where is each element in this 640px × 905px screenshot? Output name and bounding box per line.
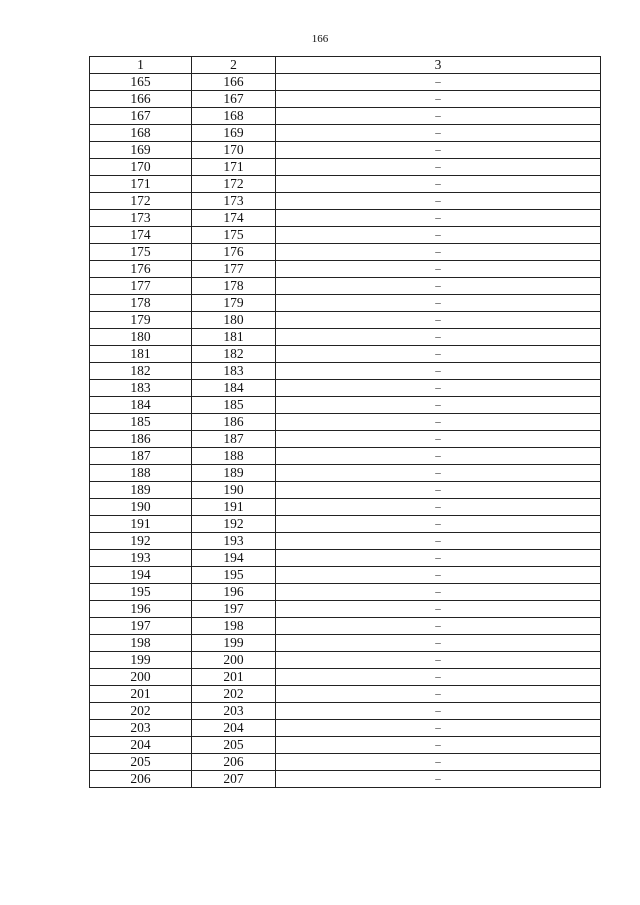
table-cell-col-3: – — [276, 380, 601, 397]
table-cell-col-2: 186 — [192, 414, 276, 431]
table-cell-col-2: 166 — [192, 74, 276, 91]
table-row — [90, 363, 601, 380]
table-cell-col-1: 182 — [90, 363, 192, 380]
table-cell-col-1: 184 — [90, 397, 192, 414]
table-row — [90, 397, 601, 414]
table-row — [90, 108, 601, 125]
table-row — [90, 176, 601, 193]
table-cell-col-2: 195 — [192, 567, 276, 584]
table-row — [90, 74, 601, 91]
table-row — [90, 91, 601, 108]
table-cell-col-2: 188 — [192, 448, 276, 465]
table-cell-col-3: – — [276, 635, 601, 652]
table-cell-col-2: 205 — [192, 737, 276, 754]
table-cell-col-1: 188 — [90, 465, 192, 482]
table-row — [90, 737, 601, 754]
table-row — [90, 346, 601, 363]
table-cell-col-1: 186 — [90, 431, 192, 448]
table-cell-col-3: – — [276, 91, 601, 108]
table-cell-col-2: 200 — [192, 652, 276, 669]
table-cell-col-1: 195 — [90, 584, 192, 601]
table-cell-col-3: – — [276, 771, 601, 788]
table-cell-col-1: 200 — [90, 669, 192, 686]
table-cell-col-3: – — [276, 278, 601, 295]
table-cell-col-1: 204 — [90, 737, 192, 754]
table-cell-col-2: 206 — [192, 754, 276, 771]
table-cell-col-1: 191 — [90, 516, 192, 533]
table-cell-col-2: 169 — [192, 125, 276, 142]
table-cell-col-1: 202 — [90, 703, 192, 720]
table-cell-col-3: – — [276, 397, 601, 414]
table-cell-col-1: 166 — [90, 91, 192, 108]
table-cell-col-2: 171 — [192, 159, 276, 176]
table-cell-col-1: 198 — [90, 635, 192, 652]
table-row — [90, 703, 601, 720]
table-cell-col-3: – — [276, 686, 601, 703]
table-cell-col-2: 191 — [192, 499, 276, 516]
table-cell-col-3: – — [276, 227, 601, 244]
table-cell-col-1: 180 — [90, 329, 192, 346]
table-cell-col-2: 183 — [192, 363, 276, 380]
table-cell-col-3: – — [276, 533, 601, 550]
table-row — [90, 312, 601, 329]
table-row — [90, 601, 601, 618]
table-cell-col-3: – — [276, 414, 601, 431]
table-cell-col-3: – — [276, 125, 601, 142]
table-cell-col-3: – — [276, 482, 601, 499]
table-row — [90, 448, 601, 465]
table-cell-col-2: 198 — [192, 618, 276, 635]
table-row — [90, 533, 601, 550]
table-cell-col-2: 204 — [192, 720, 276, 737]
table-row — [90, 261, 601, 278]
table-cell-col-2: 179 — [192, 295, 276, 312]
table-cell-col-3: – — [276, 465, 601, 482]
table-cell-col-1: 175 — [90, 244, 192, 261]
table-body — [90, 74, 601, 788]
table-cell-col-2: 180 — [192, 312, 276, 329]
table-cell-col-1: 168 — [90, 125, 192, 142]
table-cell-col-2: 194 — [192, 550, 276, 567]
table-row — [90, 686, 601, 703]
table-cell-col-1: 174 — [90, 227, 192, 244]
table-row — [90, 550, 601, 567]
table-row — [90, 295, 601, 312]
table-cell-col-2: 196 — [192, 584, 276, 601]
column-header-3: 3 — [276, 57, 601, 74]
table-cell-col-1: 183 — [90, 380, 192, 397]
table-cell-col-3: – — [276, 431, 601, 448]
table-cell-col-2: 174 — [192, 210, 276, 227]
table-row — [90, 771, 601, 788]
table-cell-col-2: 182 — [192, 346, 276, 363]
table-cell-col-1: 205 — [90, 754, 192, 771]
table-cell-col-1: 197 — [90, 618, 192, 635]
table-cell-col-3: – — [276, 176, 601, 193]
table-row — [90, 635, 601, 652]
table-row — [90, 720, 601, 737]
table-cell-col-2: 184 — [192, 380, 276, 397]
table-row — [90, 567, 601, 584]
table-row — [90, 193, 601, 210]
table-cell-col-3: – — [276, 516, 601, 533]
table-cell-col-1: 203 — [90, 720, 192, 737]
table-cell-col-1: 196 — [90, 601, 192, 618]
table-row — [90, 244, 601, 261]
column-header-2: 2 — [192, 57, 276, 74]
table-cell-col-2: 176 — [192, 244, 276, 261]
table-cell-col-2: 175 — [192, 227, 276, 244]
data-table-container — [89, 56, 600, 788]
table-cell-col-3: – — [276, 601, 601, 618]
table-cell-col-1: 177 — [90, 278, 192, 295]
table-row — [90, 278, 601, 295]
table-row — [90, 414, 601, 431]
table-cell-col-3: – — [276, 363, 601, 380]
table-cell-col-2: 181 — [192, 329, 276, 346]
table-cell-col-2: 168 — [192, 108, 276, 125]
table-cell-col-2: 178 — [192, 278, 276, 295]
table-cell-col-3: – — [276, 159, 601, 176]
table-row — [90, 669, 601, 686]
table-cell-col-2: 192 — [192, 516, 276, 533]
table-cell-col-3: – — [276, 567, 601, 584]
table-cell-col-1: 193 — [90, 550, 192, 567]
table-cell-col-3: – — [276, 550, 601, 567]
table-row — [90, 380, 601, 397]
table-row — [90, 465, 601, 482]
table-cell-col-3: – — [276, 312, 601, 329]
table-cell-col-3: – — [276, 210, 601, 227]
table-row — [90, 125, 601, 142]
table-cell-col-1: 190 — [90, 499, 192, 516]
table-row — [90, 754, 601, 771]
table-cell-col-3: – — [276, 261, 601, 278]
table-cell-col-3: – — [276, 584, 601, 601]
table-cell-col-1: 189 — [90, 482, 192, 499]
table-cell-col-2: 197 — [192, 601, 276, 618]
table-cell-col-2: 170 — [192, 142, 276, 159]
table-cell-col-1: 172 — [90, 193, 192, 210]
table-cell-col-2: 187 — [192, 431, 276, 448]
table-cell-col-1: 170 — [90, 159, 192, 176]
table-cell-col-2: 185 — [192, 397, 276, 414]
table-row — [90, 142, 601, 159]
page-number: 166 — [311, 33, 329, 45]
table-cell-col-2: 207 — [192, 771, 276, 788]
table-cell-col-3: – — [276, 193, 601, 210]
table-cell-col-2: 203 — [192, 703, 276, 720]
table-cell-col-1: 201 — [90, 686, 192, 703]
table-row — [90, 499, 601, 516]
table-cell-col-1: 176 — [90, 261, 192, 278]
table-cell-col-3: – — [276, 295, 601, 312]
table-cell-col-2: 173 — [192, 193, 276, 210]
table-cell-col-2: 201 — [192, 669, 276, 686]
table-row — [90, 431, 601, 448]
table-cell-col-1: 169 — [90, 142, 192, 159]
table-cell-col-1: 165 — [90, 74, 192, 91]
table-cell-col-3: – — [276, 346, 601, 363]
table-row — [90, 652, 601, 669]
table-cell-col-3: – — [276, 754, 601, 771]
table-row — [90, 227, 601, 244]
table-cell-col-2: 167 — [192, 91, 276, 108]
table-cell-col-3: – — [276, 74, 601, 91]
table-cell-col-3: – — [276, 703, 601, 720]
table-cell-col-3: – — [276, 329, 601, 346]
column-header-1: 1 — [90, 57, 192, 74]
table-cell-col-1: 171 — [90, 176, 192, 193]
table-cell-col-1: 199 — [90, 652, 192, 669]
table-cell-col-2: 177 — [192, 261, 276, 278]
table-cell-col-3: – — [276, 448, 601, 465]
table-row — [90, 210, 601, 227]
table-cell-col-3: – — [276, 737, 601, 754]
table-cell-col-3: – — [276, 720, 601, 737]
table-cell-col-3: – — [276, 499, 601, 516]
table-cell-col-1: 185 — [90, 414, 192, 431]
table-cell-col-1: 178 — [90, 295, 192, 312]
table-cell-col-3: – — [276, 652, 601, 669]
table-cell-col-2: 190 — [192, 482, 276, 499]
table-row — [90, 618, 601, 635]
table-cell-col-1: 167 — [90, 108, 192, 125]
table-row — [90, 584, 601, 601]
table-cell-col-1: 181 — [90, 346, 192, 363]
table-cell-col-2: 193 — [192, 533, 276, 550]
table-cell-col-1: 194 — [90, 567, 192, 584]
table-cell-col-2: 199 — [192, 635, 276, 652]
table-cell-col-2: 172 — [192, 176, 276, 193]
table-cell-col-1: 206 — [90, 771, 192, 788]
table-row — [90, 159, 601, 176]
table-cell-col-2: 202 — [192, 686, 276, 703]
table-cell-col-3: – — [276, 618, 601, 635]
table-cell-col-3: – — [276, 142, 601, 159]
table-cell-col-3: – — [276, 669, 601, 686]
table-cell-col-1: 192 — [90, 533, 192, 550]
table-cell-col-2: 189 — [192, 465, 276, 482]
table-row — [90, 329, 601, 346]
table-header-row — [90, 57, 601, 74]
table-cell-col-1: 187 — [90, 448, 192, 465]
data-table — [89, 56, 601, 788]
table-row — [90, 482, 601, 499]
table-cell-col-3: – — [276, 108, 601, 125]
table-cell-col-3: – — [276, 244, 601, 261]
table-cell-col-1: 173 — [90, 210, 192, 227]
table-row — [90, 516, 601, 533]
table-cell-col-1: 179 — [90, 312, 192, 329]
